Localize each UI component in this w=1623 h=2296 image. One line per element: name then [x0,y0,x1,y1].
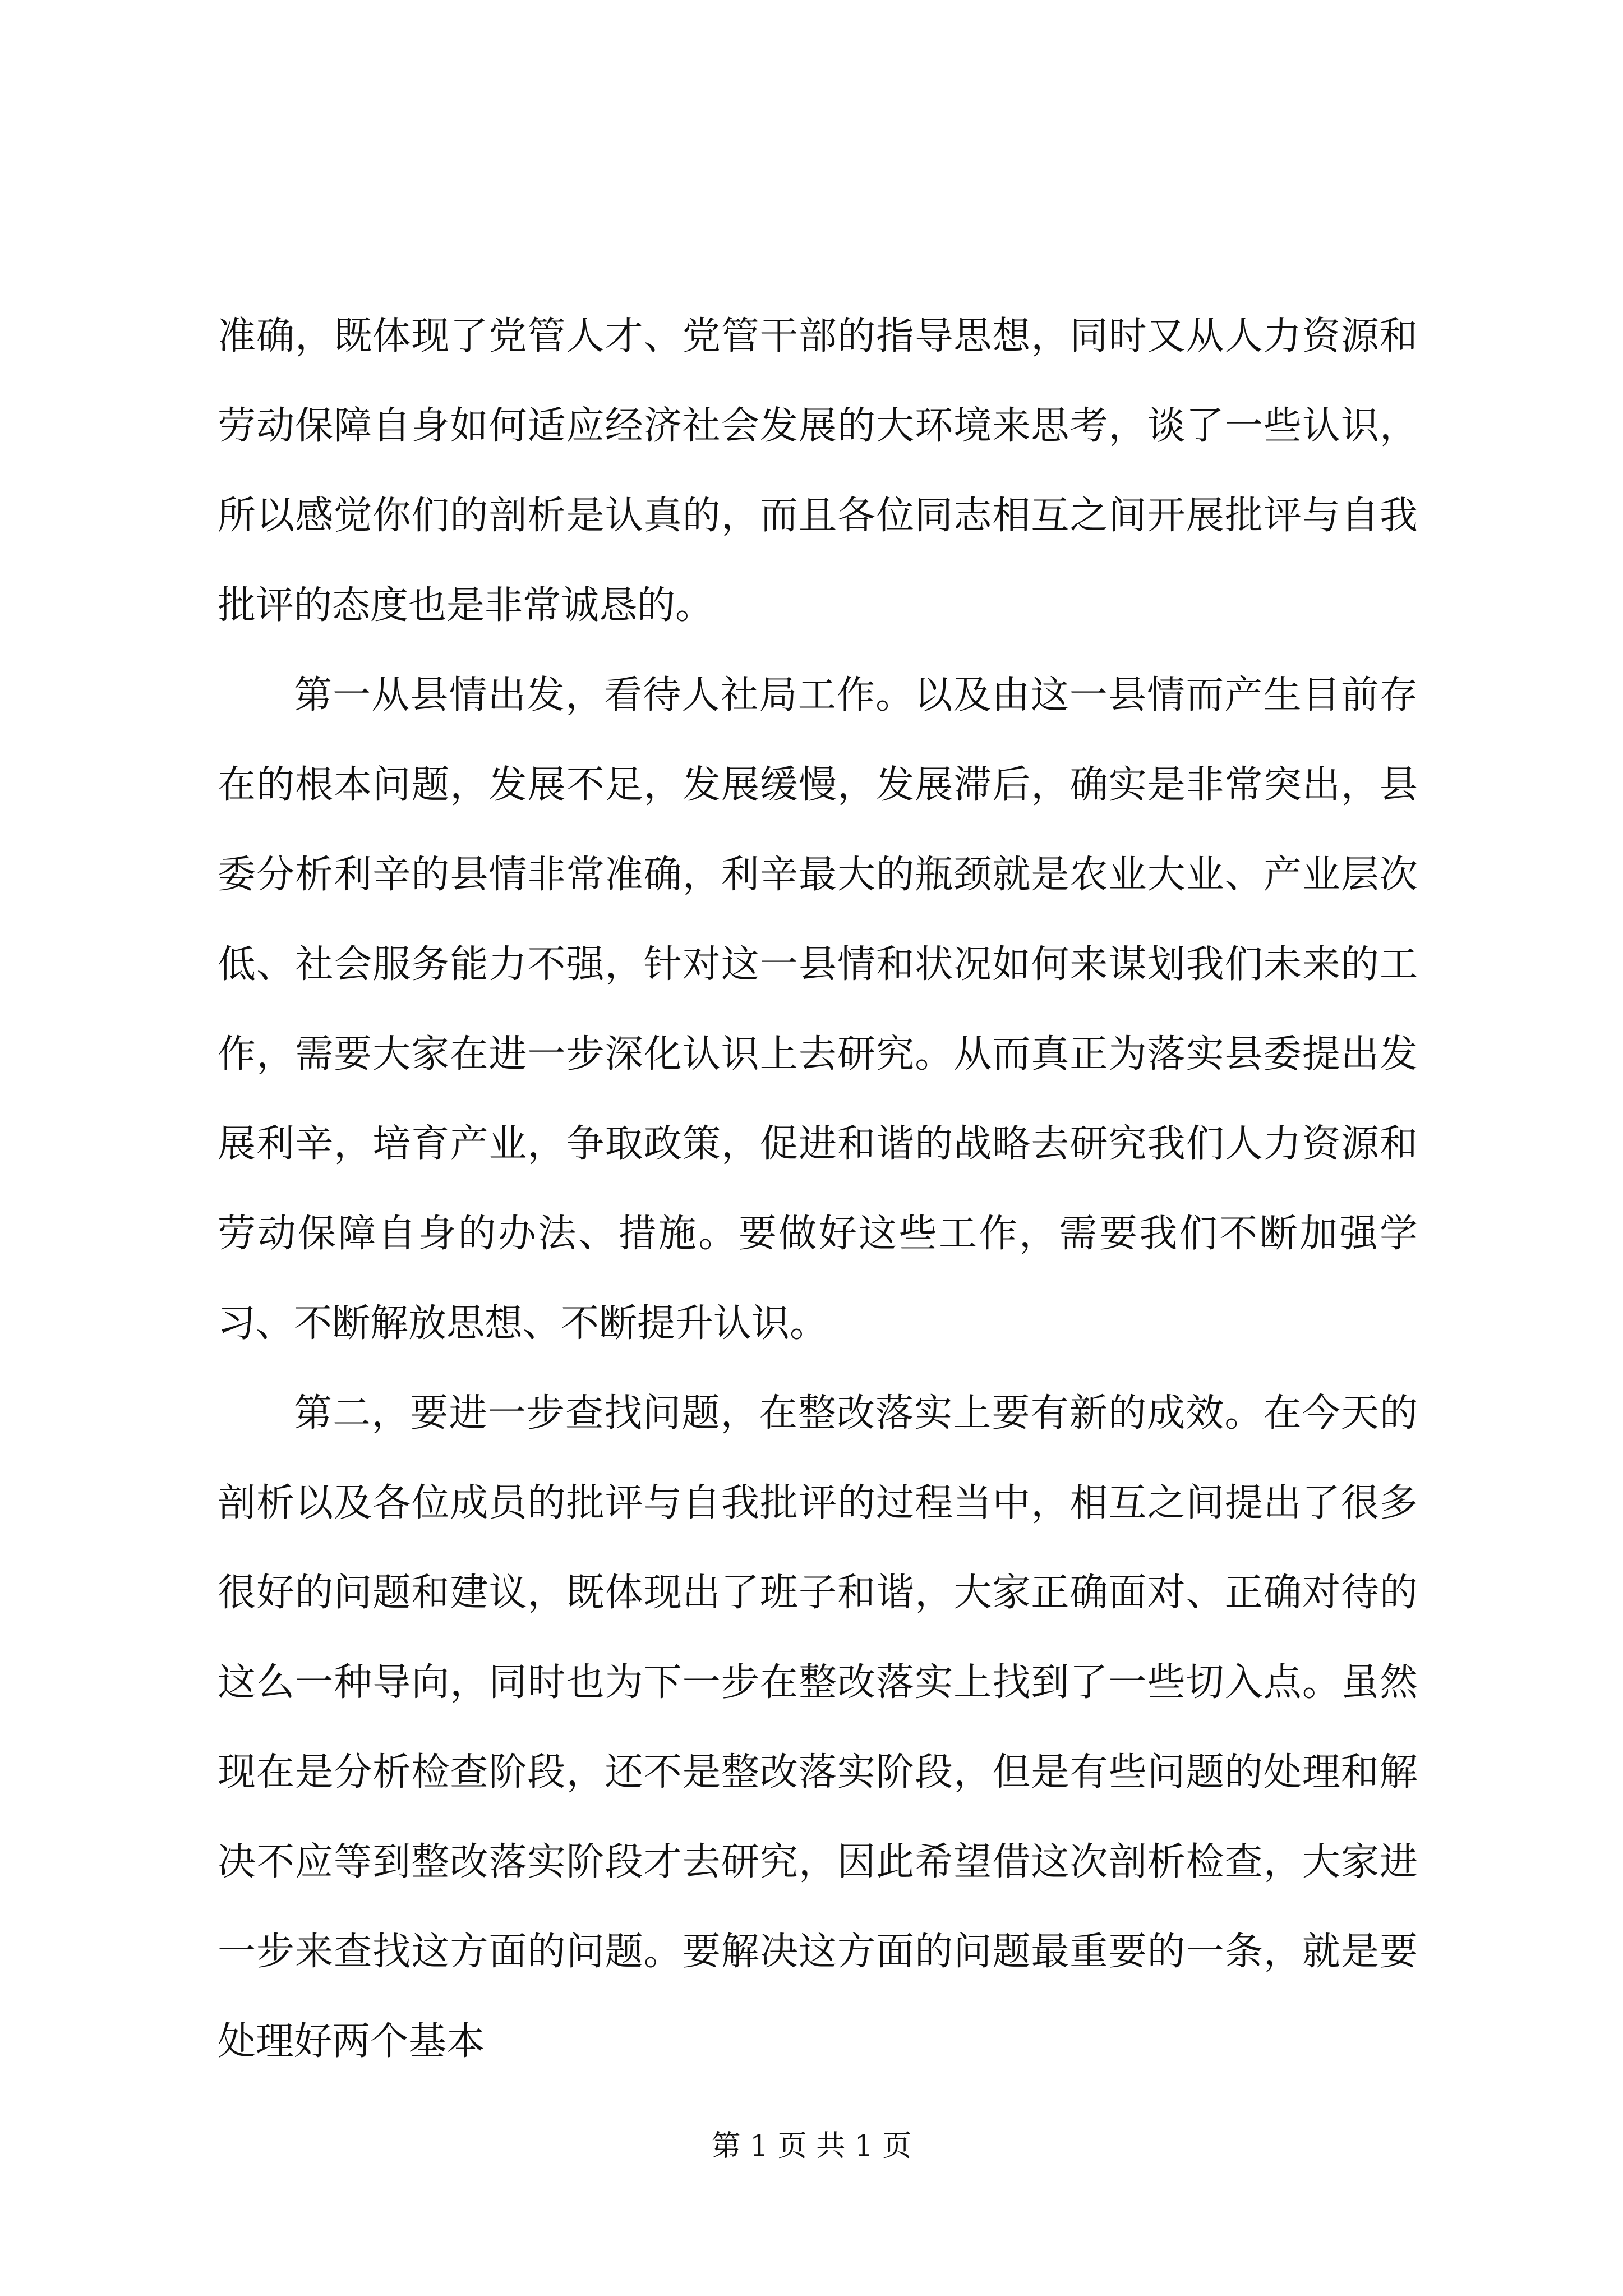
page-footer [0,2122,1623,2164]
paragraph-3: 第二，要进一步查找问题，在整改落实上要有新的成效。在今天的剖析以及各位成员的批评与自我批评的过程当中，相互之间提出了很多很好的问题和建议，既体现出了班子和谐，大家正确面对、正确对待的这么一种导向，同时也为下一步在整改落实上找到了一些切入点。虽然现在是分析检查阶段，还不是整改落实阶段，但是有些问题的处理和解决不应等到整改落实阶段才去研究，因此希望借这次剖析检查，大家进一步来查找这方面的问题。要解决这方面的问题最重要的一条，就是要处理好两个基本 [218,1391,1418,2064]
paragraph-2: 第一从县情出发，看待人社局工作。以及由这一县情而产生目前存在的根本问题，发展不足，发展缓慢，发展滞后，确实是非常突出，县委分析利辛的县情非常准确，利辛最大的瓶颈就是农业大业、产业层次低、社会服务能力不强，针对这一县情和状况如何来谋划我们未来的工作，需要大家在进一步深化认识上去研究。从而真正为落实县委提出发展利辛，培育产业，争取政策，促进和谐的战略去研究我们人力资源和劳动保障自身的办法、措施。要做好这些工作，需要我们不断加强学习、不断解放思想、不断提升认识。 [218,673,1418,1346]
paragraph-1: 准确，既体现了党管人才、党管干部的指导思想，同时又从人力资源和劳动保障自身如何适应经济社会发展的大环境来思考，谈了一些认识，所以感觉你们的剖析是认真的，而且各位同志相互之间开展批评与自我批评的态度也是非常诚恳的。 [218,314,1418,628]
document-body [218,292,1418,2087]
page-number-label: 第 1 页 共 1 页 [711,2129,912,2163]
